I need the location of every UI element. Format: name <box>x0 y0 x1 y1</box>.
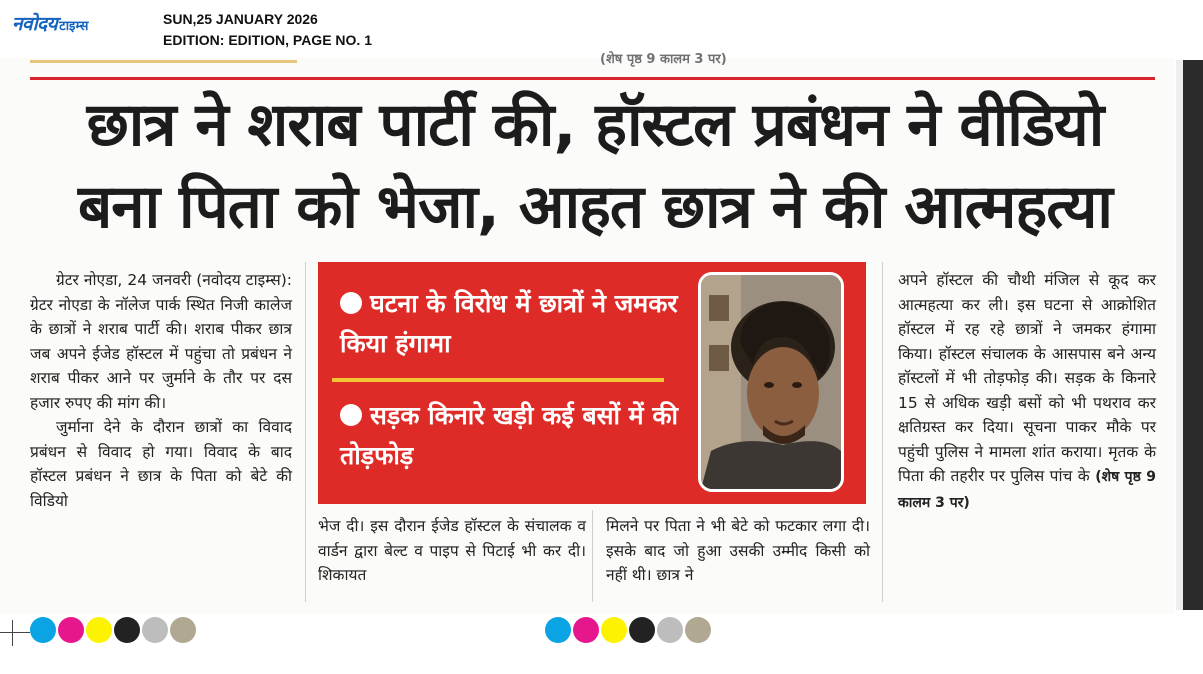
article-column-2 <box>318 514 586 588</box>
previous-article-continuation: (शेष पृष्ठ 9 कालम 3 पर) <box>600 52 727 67</box>
registration-swatch <box>86 617 112 643</box>
column-separator <box>305 262 306 602</box>
red-rule <box>30 77 1155 80</box>
column-separator <box>882 262 883 602</box>
portrait-illustration <box>701 275 841 489</box>
registration-swatch <box>142 617 168 643</box>
column-3-text: मिलने पर पिता ने भी बेटे को फटकार लगा दी। इसके बाद जो हुआ उसकी उम्मीद किसी को नहीं थी। छात्र ने <box>606 517 870 584</box>
registration-swatch <box>573 617 599 643</box>
article-headline[interactable] <box>30 84 1160 248</box>
highlight-point-1 <box>340 284 690 364</box>
page-edge-gap <box>1176 60 1183 610</box>
highlight-divider <box>332 378 664 382</box>
highlight-point-2 <box>340 396 690 476</box>
article-column-4 <box>898 268 1156 515</box>
column-1-paragraph-1: ग्रेटर नोएडा, 24 जनवरी (नवोदय टाइम्स): ग्रेटर नोएडा के नॉलेज पार्क स्थित निजी कालेज के छात्रों ने शराब पार्टी की। शराब पीकर छात्र जब अपने ईजेड हॉस्टल में पहुंचा तो प्रबंधन ने शराब पीकर आने पर जुर्माने के तौर पर दस हजार रुपए की मांग की। <box>30 271 292 412</box>
registration-swatch <box>170 617 196 643</box>
bullet-icon <box>340 404 362 426</box>
column-1-paragraph-2: जुर्माना देने के दौरान छात्रों का विवाद प्रबंधन से विवाद हो गया। विवाद के बाद हॉस्टल प्रबंधन ने छात्र के पिता को बेटे की विडियो <box>30 418 292 510</box>
adjacent-article-edge <box>1183 60 1203 610</box>
headline-line-2: बना पिता को भेजा, आहत छात्र ने की आत्महत्या <box>78 172 1112 242</box>
continuation-note[interactable]: (शेष पृष्ठ 9 कालम 3 पर) <box>898 469 1156 511</box>
edition-info <box>163 9 372 51</box>
gold-divider <box>30 60 297 63</box>
column-2-text: भेज दी। इस दौरान ईजेड हॉस्टल के संचालक व वार्डन द्वारा बेल्ट व पाइप से पिटाई भी कर दी। शिकायत <box>318 517 586 584</box>
highlight-2-text: सड़क किनारे खड़ी कई बसों में की तोड़फोड़ <box>340 401 678 470</box>
headline-line-1: छात्र ने शराब पार्टी की, हॉस्टल प्रबंधन ने वीडियो <box>86 90 1104 160</box>
crop-mark <box>0 632 30 633</box>
logo-main-text: नवोदय <box>12 13 58 35</box>
highlight-box <box>318 262 866 504</box>
column-separator <box>592 510 593 602</box>
registration-swatch <box>629 617 655 643</box>
registration-swatch <box>657 617 683 643</box>
bullet-icon <box>340 292 362 314</box>
edition-line: EDITION: EDITION, PAGE NO. 1 <box>163 32 372 48</box>
registration-swatch <box>114 617 140 643</box>
highlight-1-text: घटना के विरोध में छात्रों ने जमकर किया हंगामा <box>340 289 678 358</box>
registration-swatch <box>58 617 84 643</box>
date-line: SUN,25 JANUARY 2026 <box>163 11 318 27</box>
registration-swatch <box>685 617 711 643</box>
newspaper-logo[interactable] <box>12 10 88 36</box>
registration-swatch <box>545 617 571 643</box>
registration-swatch <box>601 617 627 643</box>
article-column-3 <box>606 514 870 588</box>
column-4-body: अपने हॉस्टल की चौथी मंजिल से कूद कर आत्महत्या कर ली। इस घटना से आक्रोशित हॉस्टल में रह रहे छात्रों ने जमकर हंगामा किया। हॉस्टल संचालक के आसपास बने अन्य हॉस्टलों में भी तोड़फोड़ की। सड़क के किनारे 15 से अधिक खड़ी बसों को भी पथराव कर क्षतिग्रस्त कर दिया। सूचना पाकर मौके पर पहुंची पुलिस ने मामला शांत कराया। मृतक के पिता की तहरीर पर पुलिस पांच के <box>898 271 1156 485</box>
column-4-text <box>898 268 1156 515</box>
logo-sub-text: टाइम्स <box>59 19 89 34</box>
registration-swatch <box>30 617 56 643</box>
crop-mark <box>12 620 13 646</box>
victim-photo <box>698 272 844 492</box>
article-column-1 <box>30 268 292 513</box>
